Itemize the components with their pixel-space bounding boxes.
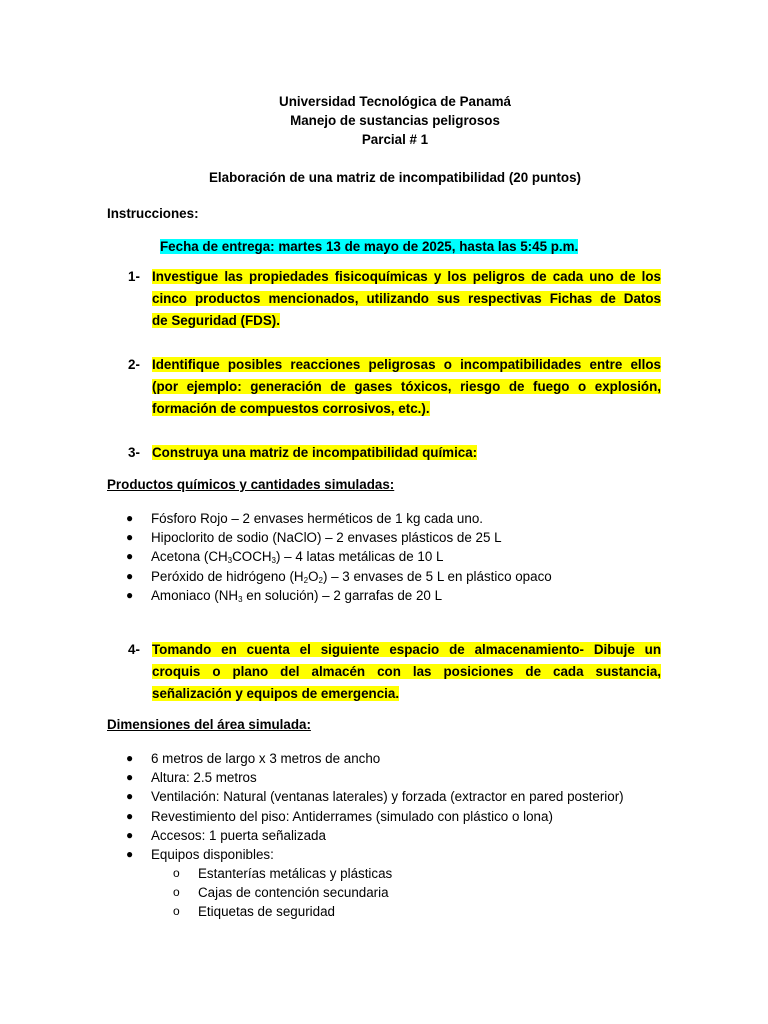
- hollow-bullet-icon: o: [173, 904, 180, 919]
- area-heading: Dimensiones del área simulada:: [107, 717, 311, 732]
- item-3-text: [152, 442, 661, 464]
- product-2: Hipoclorito de sodio (NaClO) – 2 envases plásticos de 25 L: [151, 530, 502, 546]
- hollow-bullet-icon: o: [173, 866, 180, 881]
- item-1-line-1: Investigue las propiedades fisicoquímicas y los peligros de cada uno de los: [152, 269, 661, 284]
- item-2-line-2: (por ejemplo: generación de gases tóxicos, riesgo de fuego o explosión,: [152, 379, 661, 394]
- bullet-icon: ●: [126, 568, 134, 583]
- item-4-line-2: croquis o plano del almacén con las posiciones de cada sustancia,: [152, 664, 661, 679]
- bullet-icon: ●: [126, 549, 134, 564]
- bullet-icon: ●: [126, 511, 134, 525]
- bullet-icon: ●: [126, 530, 134, 545]
- item-2-text: [152, 354, 661, 420]
- bullet-icon: ●: [126, 789, 134, 804]
- item-4-text: [152, 639, 661, 705]
- area-item-3: Ventilación: Natural (ventanas laterales) y forzada (extractor en pared posterior): [151, 789, 624, 805]
- bullet-icon: ●: [126, 827, 134, 842]
- equipment-3: Etiquetas de seguridad: [198, 904, 335, 920]
- item-4-line-3: señalización y equipos de emergencia.: [152, 686, 400, 701]
- course-title: Manejo de sustancias peligrosos: [290, 113, 500, 128]
- exam-title: Parcial # 1: [361, 132, 429, 147]
- university-title: Universidad Tecnológica de Panamá: [279, 94, 511, 109]
- bullet-icon: ●: [126, 770, 134, 785]
- item-1-text: [152, 266, 661, 332]
- hollow-bullet-icon: o: [173, 885, 180, 900]
- bullet-icon: ●: [126, 587, 134, 602]
- item-number-4: 4-: [128, 642, 140, 657]
- due-date: [160, 237, 578, 256]
- item-2-line-1: Identifique posibles reacciones peligrosas o incompatibilidades entre ellos: [152, 357, 661, 372]
- equipment-1: Estanterías metálicas y plásticas: [198, 866, 393, 882]
- bullet-icon: ●: [126, 846, 134, 861]
- area-item-6: Equipos disponibles:: [151, 846, 274, 862]
- due-date-text: Fecha de entrega: martes 13 de mayo de 2025, hasta las 5:45 p.m.: [160, 239, 579, 254]
- area-item-4: Revestimiento del piso: Antiderrames (simulado con plástico o lona): [151, 808, 553, 824]
- bullet-icon: ●: [126, 808, 134, 823]
- assignment-title: Elaboración de una matriz de incompatibilidad (20 puntos): [208, 170, 581, 185]
- area-item-1: 6 metros de largo x 3 metros de ancho: [151, 751, 381, 766]
- instructions-label: Instrucciones:: [107, 206, 199, 221]
- product-4: Peróxido de hidrógeno $(H_2O_2) - 3$ envases de 5 L en plástico opaco: [151, 568, 552, 585]
- item-2-line-3: formación de compuestos corrosivos, etc.).: [152, 401, 430, 416]
- item-number-1: 1-: [128, 269, 140, 284]
- item-number-2: 2-: [128, 357, 140, 372]
- item-3-line-1: Construya una matriz de incompatibilidad química:: [152, 445, 478, 460]
- item-1-line-3: de Seguridad (FDS).: [152, 313, 280, 328]
- area-item-2: Altura: 2.5 metros: [151, 770, 257, 786]
- equipment-2: Cajas de contención secundaria: [198, 885, 389, 901]
- item-1-line-2: cinco productos mencionados, utilizando sus respectivas Fichas de Datos: [152, 291, 661, 306]
- products-heading: Productos químicos y cantidades simuladas:: [107, 477, 395, 492]
- product-5: Amoniaco ($NH_3$ en solución) – 2 garrafas de 20 L: [151, 587, 443, 604]
- product-1: Fósforo Rojo – 2 envases herméticos de 1 kg cada uno.: [151, 511, 483, 526]
- bullet-icon: ●: [126, 751, 134, 765]
- item-number-3: 3-: [128, 445, 140, 460]
- item-4-line-1: Tomando en cuenta el siguiente espacio de almacenamiento- Dibuje un: [152, 642, 661, 657]
- area-item-5: Accesos: 1 puerta señalizada: [151, 827, 326, 843]
- product-3: Acetona $(CH_3COCH_3) - 4$ latas metálicas de 10 L: [151, 549, 444, 566]
